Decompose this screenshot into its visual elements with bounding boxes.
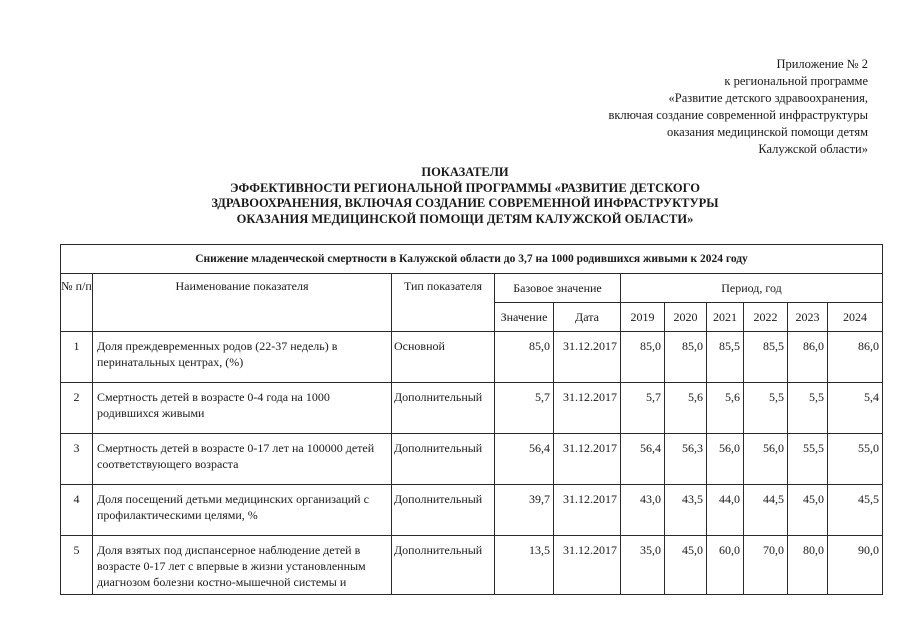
title-line: ОКАЗАНИЯ МЕДИЦИНСКОЙ ПОМОЩИ ДЕТЯМ КАЛУЖСКОЙ ОБЛАСТИ» (236, 211, 694, 226)
row-year-value: 45,5 (828, 485, 883, 536)
indicators-table (60, 244, 883, 595)
row-year-value: 85,5 (744, 332, 788, 383)
row-base-date: 31.12.2017 (554, 536, 621, 595)
row-base-value: 13,5 (495, 536, 554, 595)
row-num: 3 (61, 434, 93, 485)
row-year-value: 86,0 (828, 332, 883, 383)
row-type: Основной (392, 332, 495, 383)
row-base-date: 31.12.2017 (554, 383, 621, 434)
table-caption: Снижение младенческой смертности в Калужской области до 3,7 на 1000 родившихся живыми к 2024 году (61, 245, 883, 274)
header-num: № п/п (61, 274, 93, 332)
header-year: 2021 (707, 303, 744, 332)
row-year-value: 55,0 (828, 434, 883, 485)
header-name: Наименование показателя (93, 274, 392, 332)
row-year-value: 43,5 (665, 485, 707, 536)
header-period: Период, год (621, 274, 883, 303)
row-year-value: 56,4 (621, 434, 665, 485)
row-year-value: 86,0 (788, 332, 828, 383)
header-base-date: Дата (554, 303, 621, 332)
table-row (61, 485, 883, 536)
row-year-value: 45,0 (665, 536, 707, 595)
appendix-line: «Развитие детского здравоохранения, (668, 91, 868, 105)
row-year-value: 56,0 (744, 434, 788, 485)
row-name: Доля преждевременных родов (22-37 недель) в перинатальных центрах, (%) (93, 332, 392, 383)
row-name: Смертность детей в возрасте 0-17 лет на 100000 детей соответствующего возраста (93, 434, 392, 485)
row-year-value: 85,0 (665, 332, 707, 383)
row-year-value: 5,6 (707, 383, 744, 434)
row-year-value: 5,5 (744, 383, 788, 434)
row-year-value: 5,7 (621, 383, 665, 434)
row-year-value: 5,5 (788, 383, 828, 434)
appendix-line: Приложение № 2 (776, 57, 868, 71)
row-year-value: 43,0 (621, 485, 665, 536)
document-title (60, 165, 870, 227)
row-num: 5 (61, 536, 93, 595)
row-type: Дополнительный (392, 434, 495, 485)
row-base-date: 31.12.2017 (554, 332, 621, 383)
row-num: 1 (61, 332, 93, 383)
table-row (61, 434, 883, 485)
appendix-line: Калужской области» (758, 142, 868, 156)
header-year: 2019 (621, 303, 665, 332)
row-base-date: 31.12.2017 (554, 434, 621, 485)
title-line: ПОКАЗАТЕЛИ (421, 165, 509, 179)
row-year-value: 85,5 (707, 332, 744, 383)
row-year-value: 56,3 (665, 434, 707, 485)
row-year-value: 5,4 (828, 383, 883, 434)
row-type: Дополнительный (392, 485, 495, 536)
header-base-value: Значение (495, 303, 554, 332)
row-base-value: 85,0 (495, 332, 554, 383)
row-name: Смертность детей в возрасте 0-4 года на 1000 родившихся живыми (93, 383, 392, 434)
row-base-value: 5,7 (495, 383, 554, 434)
table-row (61, 332, 883, 383)
row-base-date: 31.12.2017 (554, 485, 621, 536)
appendix-line: оказания медицинской помощи детям (666, 125, 868, 139)
row-year-value: 70,0 (744, 536, 788, 595)
row-year-value: 80,0 (788, 536, 828, 595)
row-name: Доля посещений детьми медицинских организаций с профилактическими целями, % (93, 485, 392, 536)
row-year-value: 44,0 (707, 485, 744, 536)
row-name: Доля взятых под диспансерное наблюдение детей в возрасте 0-17 лет с впервые в жизни установленным диагнозом болезни костно-мышечной системы и (93, 536, 392, 595)
row-year-value: 90,0 (828, 536, 883, 595)
row-type: Дополнительный (392, 536, 495, 595)
row-type: Дополнительный (392, 383, 495, 434)
row-year-value: 45,0 (788, 485, 828, 536)
header-base: Базовое значение (495, 274, 621, 303)
row-num: 4 (61, 485, 93, 536)
row-year-value: 55,5 (788, 434, 828, 485)
header-year: 2023 (788, 303, 828, 332)
appendix-header (608, 56, 868, 158)
header-year: 2020 (665, 303, 707, 332)
row-year-value: 35,0 (621, 536, 665, 595)
table-row (61, 383, 883, 434)
header-type: Тип показателя (392, 274, 495, 332)
row-year-value: 85,0 (621, 332, 665, 383)
row-num: 2 (61, 383, 93, 434)
appendix-line: к региональной программе (724, 74, 868, 88)
appendix-line: включая создание современной инфраструктуры (608, 108, 868, 122)
row-base-value: 39,7 (495, 485, 554, 536)
row-year-value: 44,5 (744, 485, 788, 536)
row-base-value: 56,4 (495, 434, 554, 485)
table-row (61, 536, 883, 595)
title-line: ЭФФЕКТИВНОСТИ РЕГИОНАЛЬНОЙ ПРОГРАММЫ «РАЗВИТИЕ ДЕТСКОГО (230, 180, 700, 195)
title-line: ЗДРАВООХРАНЕНИЯ, ВКЛЮЧАЯ СОЗДАНИЕ СОВРЕМЕННОЙ ИНФРАСТРУКТУРЫ (211, 196, 719, 210)
row-year-value: 56,0 (707, 434, 744, 485)
row-year-value: 60,0 (707, 536, 744, 595)
header-year: 2022 (744, 303, 788, 332)
header-year: 2024 (828, 303, 883, 332)
row-year-value: 5,6 (665, 383, 707, 434)
